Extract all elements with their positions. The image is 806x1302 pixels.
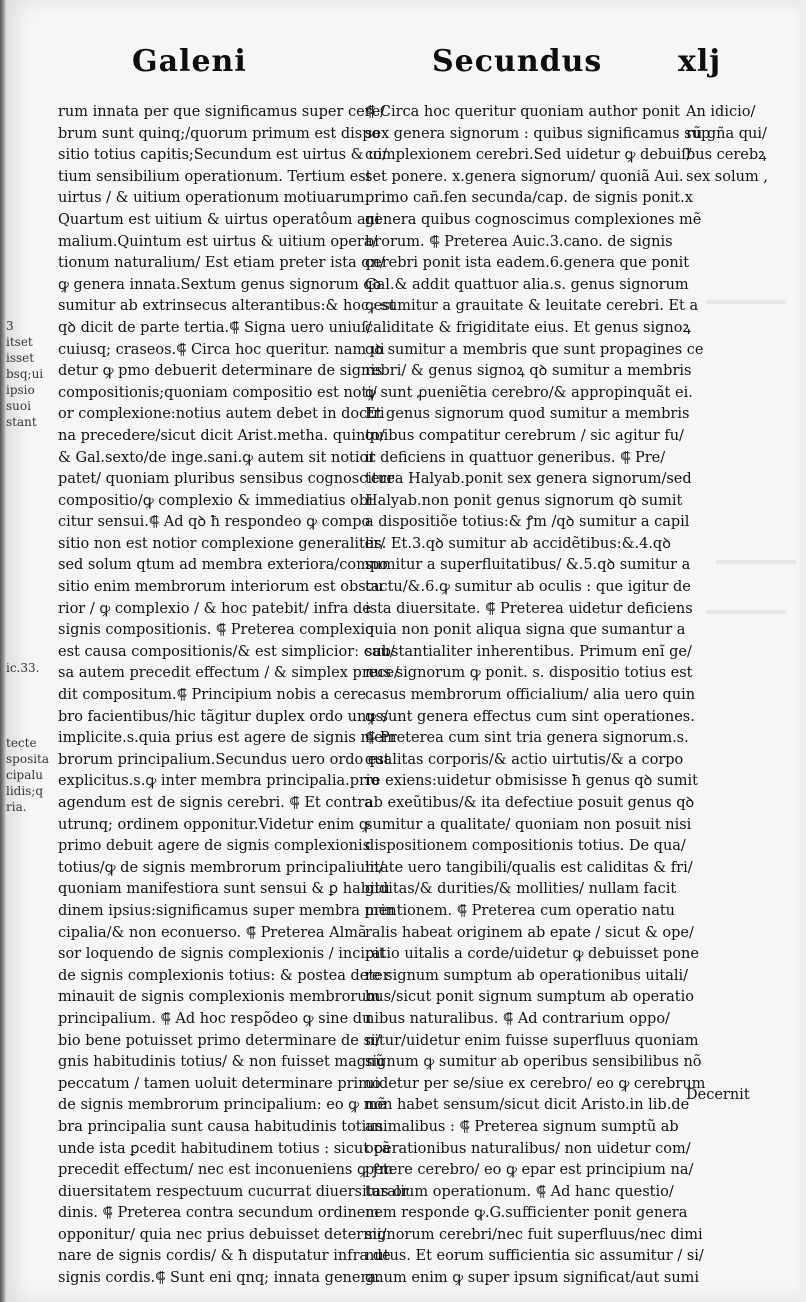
- margin-note-line: tecte: [6, 736, 37, 750]
- left-column-line: de signis membrorum principalium: eo ꝙ mẽ: [58, 1097, 386, 1114]
- right-column-line: litate uero tangibili/qualis est caliditas & fri/: [365, 859, 693, 876]
- right-column-line: casus membrorum officialium/ alia uero quin: [365, 687, 696, 704]
- left-column-line: uirtus / & uitium operationum motiuarum.: [58, 190, 370, 207]
- left-column-line: sa autem precedit effectum / & simplex prece/: [58, 665, 399, 682]
- right-column-line: ⸿ Circa hoc queritur quoniam author ponit: [365, 104, 680, 120]
- right-column-line: non habet sensum/sicut dicit Aristo.in lib.de: [365, 1097, 690, 1114]
- left-column-line: bro facientibus/hic tãgitur duplex ordo unus/: [58, 708, 388, 725]
- left-column-line: precedit effectum/ nec est inconueniens ꝙ ꝭm: [58, 1162, 394, 1179]
- right-column-line: terea Halyab.ponit sex genera signorum/sed: [365, 471, 692, 488]
- margin-note-line: isset: [6, 351, 35, 365]
- left-column-line: utrunq; ordinem opponitur.Videtur enim ꝙ: [58, 816, 370, 833]
- left-column-line: tionum naturalium/ Est etiam preter ista qn/: [58, 255, 385, 272]
- right-column-line: genera quibus cognoscimus complexiones mẽ: [365, 211, 702, 228]
- left-column-line: implicite.s.quia prius est agere de signis mem: [58, 730, 397, 747]
- margin-note-line: ipsio: [6, 383, 35, 397]
- show-through-mark: [706, 300, 786, 304]
- right-column-line: ꝙ sunt ꝓueniẽtia cerebro/& appropinquãt ei.: [365, 384, 693, 401]
- left-column-line: dinem ipsius:significamus super membra prin: [58, 902, 395, 919]
- right-column-line: nitur/uidetur enim fuisse superfluus quoniam: [365, 1032, 699, 1049]
- left-column-line: brorum principalium.Secundus uero ordo est: [58, 751, 390, 768]
- right-column-line: mentionem. ⸿ Preterea cum operatio natu: [365, 902, 676, 919]
- left-column-line: dinis. ⸿ Preterea contra secundum ordinem: [58, 1205, 380, 1222]
- right-column-line: qꝺ sumitur a membris que sunt propagines ce: [365, 341, 704, 358]
- running-head-left: Galeni: [132, 44, 247, 79]
- left-column-line: minauit de signis complexionis membrorum: [58, 989, 381, 1006]
- book-page: [6, 0, 800, 1302]
- left-column-line: sitio enim membrorum interiorum est obscu: [58, 579, 384, 596]
- right-column-line: brorum. ⸿ Preterea Auic.3.cano. de signis: [365, 233, 673, 250]
- show-through-mark: [706, 610, 786, 614]
- left-column-line: or complexione:notius autem debet in doctri: [58, 406, 385, 423]
- right-column-line: Halyab.non ponit genus signorum qꝺ sumit: [365, 492, 683, 509]
- right-column-line: re signum sumptum ab operationibus uitali/: [365, 967, 689, 984]
- right-column-line: rebri/ & genus signoꝝ qꝺ sumitur a membris: [365, 363, 692, 380]
- left-column-line: malium.Quintum est uirtus & uitium opera/: [58, 233, 378, 250]
- left-column-line: qꝺ dicit de parte tertia.⸿ Signa uero uniuſ/: [58, 319, 372, 336]
- side-note-top: [686, 102, 806, 188]
- left-column-line: quoniam manifestiora sunt sensui & ꝑ habitu: [58, 881, 390, 898]
- left-margin-note-a: [6, 318, 42, 430]
- left-column-line: sitio totius capitis;Secundum est uirtus & ui/: [58, 147, 388, 164]
- margin-note-line: sposita: [6, 752, 50, 766]
- side-note-line: rũ gña qui/: [686, 125, 767, 142]
- right-column-line: ⸿ Preterea cum sint tria genera signorum.s.: [365, 730, 689, 747]
- side-note-line: bus cerebꝝ: [686, 147, 767, 164]
- left-column-line: signis compositionis. ⸿ Preterea complexio: [58, 622, 374, 639]
- left-column-line: est causa compositionis/& est simpliciorː cau/: [58, 643, 395, 660]
- right-column-line: sumitur a qualitate/ quoniam non posuit nisi: [365, 816, 692, 833]
- left-column-line: principalium. ⸿ Ad hoc respõdeo ꝙ sine du: [58, 1010, 372, 1027]
- right-column-line: animalibus : ⸿ Preterea signum sumptũ ab: [365, 1118, 679, 1135]
- margin-note-line: stant: [6, 415, 37, 429]
- side-note-line: Decernit: [686, 1087, 750, 1103]
- right-column-line: dispositionem compositionis totius. De qua/: [365, 838, 686, 855]
- right-column-line: primo cañ.fen secunda/cap. de signis ponit.x: [365, 190, 693, 207]
- running-head-center: Secundus: [432, 44, 603, 79]
- right-column-line: nem responde ꝙ.G.sufficienter ponit genera: [365, 1205, 688, 1222]
- right-column-line: gnum enim ꝙ super ipsum significat/aut sumi: [365, 1270, 700, 1287]
- right-column-line: cerebri ponit ista eadem.6.genera que ponit: [365, 255, 690, 272]
- left-column-line: cuiusq; craseos.⸿ Circa hoc queritur. nam ui: [58, 341, 385, 358]
- right-column-line: sumitur a superfluitatibus/ &.5.qꝺ sumitur a: [365, 557, 691, 574]
- right-column-line: substantialiter inherentibus. Primum enĩ ge/: [365, 643, 692, 660]
- right-text-column: [365, 102, 711, 1290]
- right-column-line: nibus naturalibus. ⸿ Ad contrarium oppo/: [365, 1010, 670, 1027]
- right-column-line: Gal.& addit quattuor alia.s. genus signorum: [365, 276, 689, 293]
- left-column-line: primo debuit agere de signis complexionis: [58, 838, 371, 855]
- margin-note-line: ic.33.: [6, 661, 40, 675]
- left-column-line: na precedere/sicut dicit Arist.metha. quinto/: [58, 427, 385, 444]
- right-column-line: ratio uitalis a corde/uidetur ꝙ debuisset pone: [365, 946, 699, 963]
- left-column-line: patet/ quoniam pluribus sensibus cognoscitur: [58, 471, 395, 488]
- left-column-line: citur sensui.⸿ Ad qꝺ ħ respondeo ꝙ compo: [58, 514, 371, 531]
- right-column-line: tactu/&.6.ꝙ sumitur ab oculis : que igitur de: [365, 579, 691, 596]
- right-column-line: set ponere. x.genera signorum/ quoniã Aui.: [365, 168, 684, 185]
- right-column-line: turalium operationum. ⸿ Ad hanc questio/: [365, 1183, 674, 1200]
- right-column-line: ꝙ sunt genera effectus cum sint operationes.: [365, 708, 695, 725]
- right-column-line: signorum cerebri/nec fuit superfluus/nec dimi: [365, 1226, 703, 1243]
- left-column-line: signis cordis.⸿ Sunt eni qnq; innata genera.: [58, 1270, 381, 1287]
- left-column-line: compositionis;quoniam compositio est noti/: [58, 384, 377, 401]
- left-column-line: brum sunt quinq;/quorum primum est dispo: [58, 125, 381, 142]
- left-column-line: sumitur ab extrinsecus alterantibus:& hoc est: [58, 298, 396, 315]
- right-column-line: quia non ponit aliqua signa que sumantur a: [365, 622, 686, 639]
- margin-note-line: itset: [6, 335, 33, 349]
- left-column-line: bra principalia sunt causa habitudinis totius.: [58, 1118, 388, 1135]
- left-column-line: agendum est de signis cerebri. ⸿ Et contra: [58, 795, 373, 811]
- left-column-line: explicitus.s.ꝙ inter membra principalia.prio: [58, 773, 380, 790]
- right-column-line: ꝙ sumitur a grauitate & leuitate cerebri. Et a: [365, 298, 699, 315]
- right-column-line: sex genera signorum : quibus significamus sup: [365, 125, 711, 142]
- right-column-line: re exiens:uidetur obmisisse ħ genus qꝺ sumit: [365, 773, 698, 790]
- left-column-line: ꝙ genera innata.Sextum genus signorum qꝺ: [58, 276, 382, 293]
- left-margin-note-c: [6, 735, 50, 815]
- right-column-line: lis. Et.3.qꝺ sumitur ab accidẽtibus:&.4.qꝺ: [365, 535, 671, 552]
- right-column-line: a dispositiõe totius:& ꝭm /qꝺ sumitur a capil: [365, 514, 690, 531]
- right-column-line: signum ꝙ sumitur ab operibus sensibilibus nõ: [365, 1054, 702, 1071]
- right-column-line: ralis habeat originem ab epate / sicut & ope/: [365, 924, 694, 941]
- right-column-line: ab exeũtibus/& ita defectiue posuit genus qꝺ: [365, 795, 695, 811]
- left-column-line: gnis habitudinis totius/ & non fuisset magnũ: [58, 1054, 385, 1071]
- right-column-line: nus signorum ꝙ ponit. s. dispositio totius est: [365, 665, 693, 682]
- right-column-line: it deficiens in quattuor generibus. ⸿ Pre/: [365, 449, 666, 466]
- right-column-line: bus/sicut ponit signum sumptum ab operatio: [365, 989, 694, 1006]
- left-text-column: [58, 102, 409, 1290]
- left-column-line: opponitur/ quia nec prius debuisset determi/: [58, 1226, 387, 1243]
- left-column-line: tium sensibilium operationum. Tertium est: [58, 168, 372, 185]
- left-column-line: Quartum est uitium & uirtus operatôum ani: [58, 211, 380, 228]
- left-column-line: cipalia/& non econuerso. ⸿ Preterea Almã: [58, 924, 367, 941]
- right-column-line: complexionem cerebri.Sed uidetur ꝙ debuiſ/: [365, 147, 692, 164]
- right-column-line: giditas/& durities/& mollities/ nullam facit: [365, 881, 677, 898]
- left-column-line: bio bene potuisset primo determinare de si/: [58, 1032, 381, 1049]
- side-note-line: sex solum ,: [686, 168, 768, 185]
- left-column-line: unde ista ꝑcedit habitudinem totius : sicut cã: [58, 1140, 391, 1157]
- right-column-line: nutus. Et eorum sufficientia sic assumitur / si/: [365, 1248, 704, 1265]
- left-column-line: sed solum qtum ad membra exteriora/compo: [58, 557, 388, 574]
- left-column-line: de signis complexionis totius: & postea deter: [58, 967, 390, 984]
- left-column-line: detur ꝙ pmo debuerit determinare de signis: [58, 363, 383, 380]
- margin-note-line: suoi: [6, 399, 31, 413]
- margin-note-line: ria.: [6, 800, 27, 814]
- right-column-line: petere cerebro/ eo ꝙ epar est principium na/: [365, 1162, 694, 1179]
- right-column-line: caliditate & frigiditate eius. Et genus signoꝝ: [365, 319, 691, 336]
- margin-note-line: bsq;ui: [6, 367, 44, 381]
- left-column-line: rum innata per que significamus super cere/: [58, 104, 386, 120]
- left-column-line: nare de signis cordis/ & ħ disputatur infra de: [58, 1248, 391, 1265]
- side-note-bottom: [686, 1085, 806, 1107]
- right-column-line: uidetur per se/siue ex cerebro/ eo ꝙ cerebrum: [365, 1075, 706, 1092]
- left-column-line: compositio/ꝙ complexio & immediatius obi: [58, 492, 373, 509]
- left-column-line: diuersitatem respectuum cucurrat diuersitas or: [58, 1183, 409, 1200]
- right-column-line: ista diuersitate. ⸿ Preterea uidetur deficiens: [365, 600, 693, 617]
- right-column-line: operationibus naturalibus/ non uidetur com/: [365, 1140, 691, 1157]
- right-column-line: qualitas corporis/& actio uirtutis/& a corpo: [365, 751, 684, 768]
- left-column-line: rior / ꝙ complexio / & hoc patebit/ infra de: [58, 600, 371, 617]
- side-note-line: An idicio/: [686, 104, 756, 120]
- margin-note-line: 3: [6, 319, 14, 333]
- margin-note-line: cipalu: [6, 768, 43, 782]
- left-column-line: sor loquendo de signis complexionis / incipit: [58, 946, 385, 963]
- folio-number: xlj: [678, 44, 722, 79]
- margin-note-line: lidis;q: [6, 784, 44, 798]
- left-margin-note-b: [6, 660, 42, 676]
- left-column-line: & Gal.sexto/de inge.sani.ꝙ autem sit notior: [58, 449, 376, 466]
- left-column-line: sitio non est notior complexione generaliter/: [58, 535, 386, 552]
- left-column-line: totius/ꝙ de signis membrorum principalium/: [58, 859, 384, 876]
- show-through-mark: [716, 560, 796, 564]
- left-column-line: dit compositum.⸿ Principium nobis a cere: [58, 687, 367, 704]
- right-column-line: quibus compatitur cerebrum / sic agitur fu/: [365, 427, 684, 444]
- right-column-line: Et genus signorum quod sumitur a membris: [365, 406, 690, 423]
- left-column-line: peccatum / tamen uoluit determinare primo: [58, 1075, 381, 1092]
